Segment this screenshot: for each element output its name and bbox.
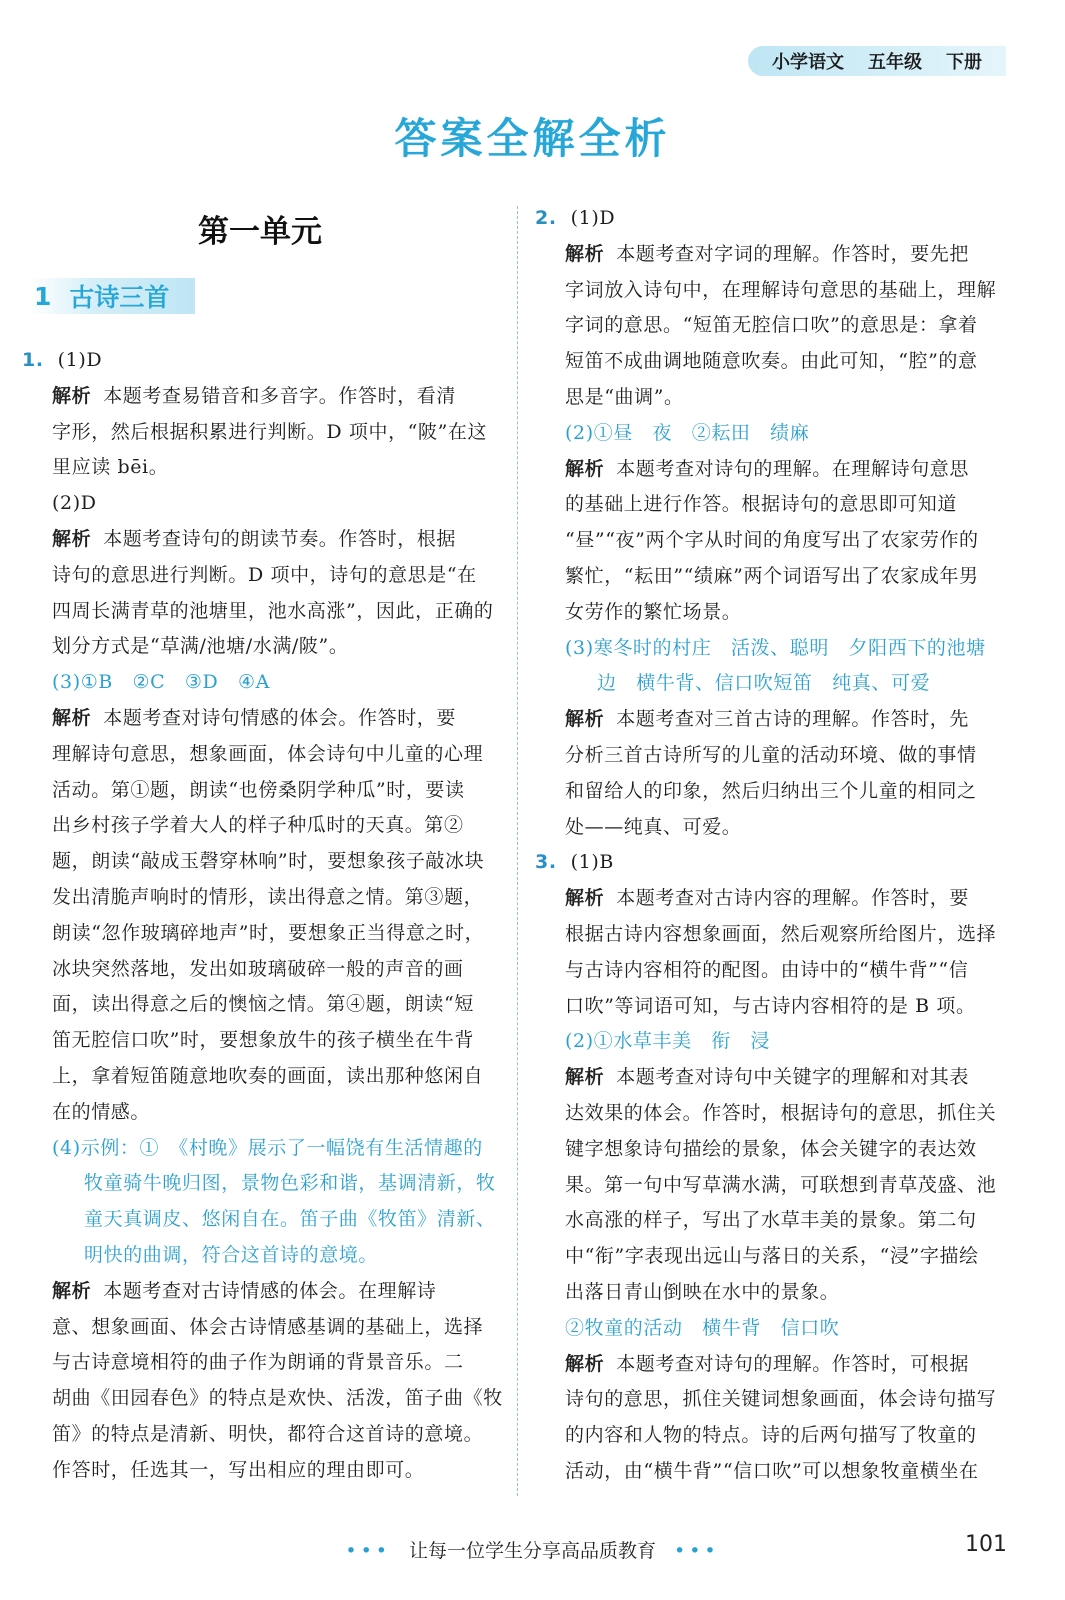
footer-slogan: 让每一位学生分享高品质教育 bbox=[408, 1540, 656, 1562]
volume-label: 下册 bbox=[946, 52, 982, 73]
text-line: 四周长满青草的池塘里，池水高涨”，因此，正确的 bbox=[52, 599, 494, 622]
text-line: 水高涨的样子，写出了水草丰美的景象。第二句 bbox=[565, 1209, 977, 1232]
answer-line: 童天真调皮、悠闲自在。笛子曲《牧笛》清新、 bbox=[84, 1208, 496, 1231]
text-line: 笛无腔信口吹”时，要想象放牛的孩子横坐在牛背 bbox=[52, 1029, 474, 1052]
text-line: 划分方式是“草满/池塘/水满/陂”。 bbox=[52, 635, 349, 658]
text-line: 字形，然后根据积累进行判断。D 项中，“陂”在这 bbox=[52, 420, 488, 443]
text-line: 中“衔”字表现出远山与落日的关系，“浸”字描绘 bbox=[565, 1245, 979, 1268]
analysis-line bbox=[565, 701, 969, 737]
answer-text: (1)D bbox=[570, 207, 616, 229]
page-title: 答案全解全析 bbox=[394, 114, 671, 163]
answer-line: 牧童骑牛晚归图，景物色彩和谐，基调清新，牧 bbox=[84, 1172, 496, 1195]
text-line: 在的情感。 bbox=[52, 1100, 151, 1123]
analysis-label: 解析 bbox=[565, 457, 605, 480]
text-line: 上，拿着短笛随意地吹奏的画面，读出那种悠闲自 bbox=[52, 1065, 484, 1087]
text-line: 与古诗意境相符的曲子作为朗诵的背景音乐。二 bbox=[52, 1351, 464, 1374]
answer-line: (3)①B ②C ③D ④A bbox=[52, 671, 270, 694]
analysis-text: 本题考查诗句的朗读节奏。作答时，根据 bbox=[103, 528, 457, 550]
text-line: 口吹”等词语可知，与古诗内容相符的是 B 项。 bbox=[565, 994, 976, 1017]
text-line: 冰块突然落地，发出如玻璃破碎一般的声音的画 bbox=[52, 957, 464, 980]
analysis-text: 本题考查对三首古诗的理解。作答时，先 bbox=[616, 708, 970, 731]
text-line: 活动，由“横牛背”“信口吹”可以想象牧童横坐在 bbox=[565, 1460, 979, 1482]
text-line: 里应读 bēi。 bbox=[52, 456, 169, 479]
analysis-line bbox=[565, 236, 969, 272]
text-line: 朗读“忽作玻璃碎地声”时，要想象正当得意之时， bbox=[52, 921, 485, 944]
analysis-label: 解析 bbox=[565, 887, 605, 910]
text-line: 字词放入诗句中，在理解诗句意思的基础上，理解 bbox=[565, 278, 997, 301]
text-line: 键字想象诗句描绘的景象，体会关键字的表达效 bbox=[565, 1137, 977, 1160]
analysis-line bbox=[565, 451, 969, 487]
analysis-line bbox=[565, 1346, 969, 1382]
text-line: 发出清脆声响时的情形，读出得意之情。第③题， bbox=[52, 886, 484, 908]
text-line: 活动。第①题，朗读“也傍桑阴学种瓜”时，要读 bbox=[52, 778, 465, 801]
text-line: 面，读出得意之后的懊恼之情。第④题，朗读“短 bbox=[52, 993, 474, 1016]
analysis-line bbox=[52, 378, 456, 414]
text-line: 意、想象画面、体会古诗情感基调的基础上，选择 bbox=[52, 1315, 484, 1338]
question-number-line bbox=[535, 200, 615, 236]
header-tab bbox=[748, 46, 1006, 76]
footer-dots-right: ••• bbox=[674, 1540, 720, 1562]
answer-line: 明快的曲调，符合这首诗的意境。 bbox=[84, 1244, 379, 1266]
text-line: 诗句的意思，抓住关键词想象画面，体会诗句描写 bbox=[565, 1388, 997, 1411]
question-number: 3. bbox=[535, 851, 557, 874]
text-line: 字词的意思。“短笛无腔信口吹”的意思是：拿着 bbox=[565, 314, 978, 337]
footer bbox=[0, 1536, 1065, 1563]
page-number: 101 bbox=[965, 1532, 1007, 1557]
text-line: 达效果的体会。作答时，根据诗句的意思，抓住关 bbox=[565, 1102, 997, 1124]
analysis-line bbox=[52, 700, 456, 736]
lesson-number: 1 bbox=[34, 281, 52, 311]
column-divider bbox=[517, 206, 518, 1496]
analysis-text: 本题考查对诗句的理解。在理解诗句意思 bbox=[616, 457, 970, 480]
text-line: 的基础上进行作答。根据诗句的意思即可知道 bbox=[565, 493, 958, 516]
analysis-text: 本题考查对字词的理解。作答时，要先把 bbox=[616, 242, 970, 265]
question-number-line bbox=[22, 342, 102, 378]
subject-label: 小学语文 bbox=[772, 52, 844, 73]
analysis-label: 解析 bbox=[565, 1066, 605, 1089]
answer-line: 边 横牛背、信口吹短笛 纯真、可爱 bbox=[597, 672, 931, 695]
analysis-line bbox=[52, 1273, 436, 1309]
answer-line: (2)①水草丰美 衔 浸 bbox=[565, 1030, 771, 1053]
answer-line: ②牧童的活动 横牛背 信口吹 bbox=[565, 1316, 840, 1339]
analysis-label: 解析 bbox=[52, 1279, 92, 1302]
text-line: 分析三首古诗所写的儿童的活动环境、做的事情 bbox=[565, 744, 977, 766]
analysis-line bbox=[52, 521, 456, 557]
text-line: 果。第一句中写草满水满，可联想到青草茂盛、池 bbox=[565, 1173, 997, 1196]
analysis-label: 解析 bbox=[52, 707, 92, 729]
analysis-text: 本题考查对诗句中关键字的理解和对其表 bbox=[616, 1066, 970, 1089]
text-line: 诗句的意思进行判断。D 项中，诗句的意思是“在 bbox=[52, 563, 477, 586]
text-line: 根据古诗内容想象画面，然后观察所给图片，选择 bbox=[565, 923, 997, 945]
unit-title: 第一单元 bbox=[198, 214, 322, 250]
answer-line: (4)示例：① 《村晚》展示了一幅饶有生活情趣的 bbox=[52, 1136, 483, 1159]
lesson-heading bbox=[30, 278, 195, 314]
analysis-label: 解析 bbox=[565, 708, 605, 731]
analysis-text: 本题考查对诗句情感的体会。作答时，要 bbox=[103, 707, 457, 729]
text-line: 胡曲《田园春色》的特点是欢快、活泼，笛子曲《牧 bbox=[52, 1387, 503, 1410]
grade-label: 五年级 bbox=[868, 52, 922, 73]
text-line: 出乡村孩子学着大人的样子种瓜时的天真。第② bbox=[52, 814, 464, 837]
question-number-line bbox=[535, 844, 614, 880]
lesson-name: 古诗三首 bbox=[69, 283, 170, 312]
analysis-label: 解析 bbox=[52, 384, 92, 407]
text-line: 笛》的特点是清新、明快，都符合这首诗的意境。 bbox=[52, 1423, 484, 1445]
text-line: 理解诗句意思，想象画面，体会诗句中儿童的心理 bbox=[52, 742, 484, 765]
text-line: 出落日青山倒映在水中的景象。 bbox=[565, 1281, 840, 1303]
analysis-text: 本题考查易错音和多音字。作答时，看清 bbox=[103, 384, 457, 407]
text-line: 短笛不成曲调地随意吹奏。由此可知，“腔”的意 bbox=[565, 350, 978, 373]
answer-line: (3)寒冬时的村庄 活泼、聪明 夕阳西下的池塘 bbox=[565, 636, 986, 659]
text-line: (2)D bbox=[52, 492, 97, 515]
analysis-label: 解析 bbox=[52, 528, 92, 550]
text-line: 和留给人的印象，然后归纳出三个儿童的相同之 bbox=[565, 779, 977, 802]
analysis-text: 本题考查对古诗情感的体会。在理解诗 bbox=[103, 1279, 437, 1302]
text-line: 处——纯真、可爱。 bbox=[565, 815, 742, 838]
answer-line: (2)①昼 夜 ②耘田 绩麻 bbox=[565, 421, 810, 444]
analysis-line bbox=[565, 1059, 969, 1095]
text-line: 作答时，任选其一，写出相应的理由即可。 bbox=[52, 1458, 425, 1481]
text-line: 女劳作的繁忙场景。 bbox=[565, 600, 742, 623]
text-line: 繁忙，“耘田”“绩麻”两个词语写出了农家成年男 bbox=[565, 565, 979, 587]
footer-dots-left: ••• bbox=[345, 1540, 391, 1562]
analysis-line bbox=[565, 880, 969, 916]
analysis-label: 解析 bbox=[565, 242, 605, 265]
question-number: 1. bbox=[22, 349, 44, 371]
question-number: 2. bbox=[535, 207, 557, 229]
analysis-text: 本题考查对诗句的理解。作答时，可根据 bbox=[616, 1352, 970, 1375]
text-line: 的内容和人物的特点。诗的后两句描写了牧童的 bbox=[565, 1424, 977, 1447]
text-line: 题，朗读“敲成玉磬穿林响”时，要想象孩子敲冰块 bbox=[52, 850, 485, 873]
analysis-label: 解析 bbox=[565, 1352, 605, 1375]
answer-text: (1)D bbox=[57, 349, 103, 371]
text-line: “昼”“夜”两个字从时间的角度写出了农家劳作的 bbox=[565, 529, 979, 552]
text-line: 与古诗内容相符的配图。由诗中的“横牛背”“信 bbox=[565, 958, 969, 981]
analysis-text: 本题考查对古诗内容的理解。作答时，要 bbox=[616, 887, 970, 910]
answer-text: (1)B bbox=[570, 851, 614, 874]
text-line: 思是“曲调”。 bbox=[565, 386, 684, 408]
